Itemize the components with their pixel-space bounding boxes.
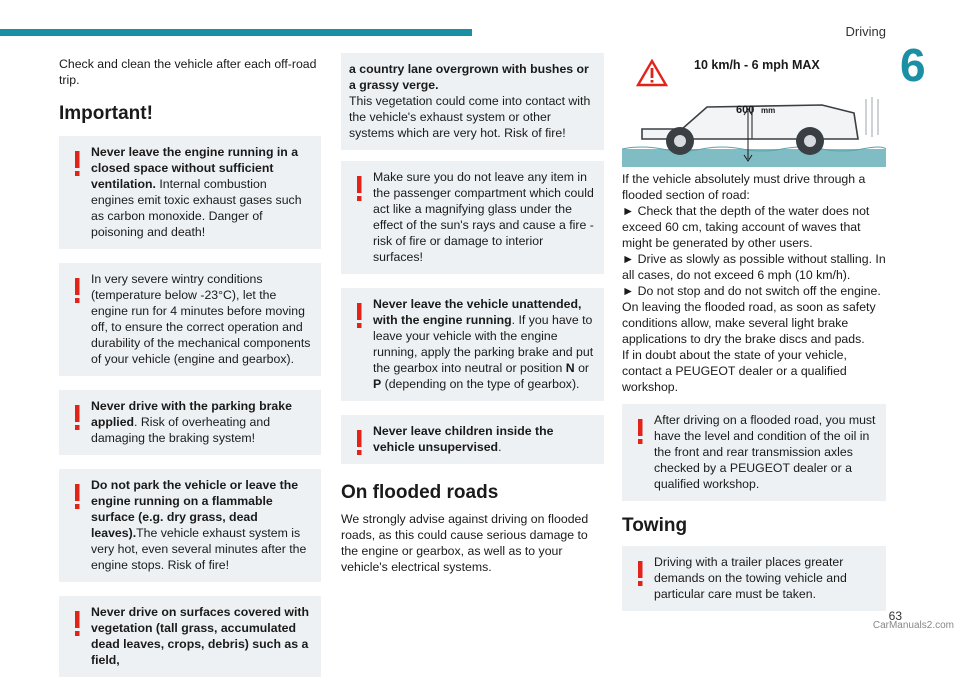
warning-bold: Never drive with the parking brake applied <box>91 399 292 429</box>
warning-bold: Never leave the engine running in a closed space without sufficient ventilation. <box>91 145 299 191</box>
warning-box-flammable <box>59 469 321 582</box>
warning-box-towing <box>622 546 886 611</box>
towing-heading: Towing <box>622 515 688 536</box>
warning-text: . Risk of overheating and damaging the braking system! <box>91 415 271 445</box>
warning-text: . If you have to leave your vehicle with the engine running, apply the parking brake and put the gearbox into neutral or position <box>373 313 594 375</box>
warning-text: The vehicle exhaust system is very hot, even several minutes after the engine stops. Risk of fire! <box>91 526 307 572</box>
flood-instruction-5: On leaving the flooded road, as soon as safety conditions allow, make several light brake applications to dry the brake discs and pads. <box>622 300 876 346</box>
warning-exclamation-icon <box>633 419 647 445</box>
warning-box-ventilation <box>59 136 321 249</box>
warning-exclamation-icon <box>633 561 647 587</box>
warning-exclamation-icon <box>70 151 84 177</box>
warning-box-children <box>341 415 604 464</box>
warning-text: After driving on a flooded road, you must have the level and condition of the oil in the front and rear transmission axles checked by a PEUGEOT dealer or a qualified workshop. <box>654 413 876 491</box>
warning-box-winter <box>59 263 321 376</box>
warning-exclamation-icon <box>352 303 366 329</box>
section-title: Driving <box>845 24 886 39</box>
warning-box-vegetation-continued <box>341 53 604 150</box>
warning-box-parking-brake <box>59 390 321 455</box>
intro-text: Check and clean the vehicle after each off-road trip. <box>59 57 317 87</box>
warning-exclamation-icon <box>70 484 84 510</box>
warning-text: (depending on the type of gearbox). <box>381 377 580 391</box>
warning-exclamation-icon <box>70 278 84 304</box>
gear-position-n: N <box>565 361 575 375</box>
warning-text: This vegetation could come into contact with the vehicle's exhaust system or other systems which are very hot. Risk of fire! <box>349 94 591 140</box>
flood-instruction-1: If the vehicle absolutely must drive through a flooded section of road: <box>622 172 866 202</box>
page-number: 63 <box>888 609 902 623</box>
warning-text-or: or <box>574 361 590 375</box>
progress-bar <box>0 29 472 36</box>
warning-text: . <box>498 440 502 454</box>
column-2 <box>341 53 604 575</box>
flood-instruction-6: If in doubt about the state of your vehicle, contact a PEUGEOT dealer or a qualified workshop. <box>622 348 847 394</box>
warning-bold: Never leave the vehicle unattended, with the engine running <box>373 297 582 327</box>
water-surface <box>622 149 886 167</box>
warning-text: In very severe wintry conditions (temperature below -23°C), let the engine run for 4 minutes before moving off, to ensure the correct operation and durability of the mechanical components of your vehicle (engine and gearbox). <box>91 272 311 366</box>
warning-text: Internal combustion engines emit toxic exhaust gases such as carbon monoxide. Danger of poisoning and death! <box>91 177 302 239</box>
column-3 <box>622 171 886 620</box>
warning-text: Make sure you do not leave any item in the passenger compartment which could act like a magnifying glass under the effect of the sun's rays and cause a fire - risk of fire or damage to interior surfaces! <box>373 170 594 264</box>
watermark: CarManuals2.com <box>872 620 954 631</box>
column-1 <box>59 56 321 686</box>
flood-instruction-4: ► Do not stop and do not switch off the engine. <box>622 284 881 298</box>
warning-box-axle-oil <box>622 404 886 501</box>
depth-unit: mm <box>761 106 776 115</box>
flooded-roads-heading: On flooded roads <box>341 482 499 503</box>
warning-bold: Never leave children inside the vehicle unsupervised <box>373 424 554 454</box>
flood-instruction-2: ► Check that the depth of the water does not exceed 60 cm, taking account of waves that might be generated by other users. <box>622 204 870 250</box>
warning-box-unattended <box>341 288 604 401</box>
flood-illustration <box>622 47 886 167</box>
warning-exclamation-icon <box>70 405 84 431</box>
warning-exclamation-icon <box>70 611 84 637</box>
warning-exclamation-icon <box>352 176 366 202</box>
warning-box-vegetation <box>59 596 321 677</box>
warning-bold: Do not park the vehicle or leave the engine running on a flammable surface (e.g. dry grass, dead leaves). <box>91 478 299 540</box>
flooded-roads-body: We strongly advise against driving on flooded roads, as this could cause serious damage to the engine or gearbox, as well as to your vehicle's electrical systems. <box>341 512 589 574</box>
warning-text: Driving with a trailer places greater demands on the towing vehicle and particular care must be taken. <box>654 555 847 601</box>
depth-value: 600 <box>736 104 755 116</box>
gear-position-p: P <box>373 377 382 391</box>
warning-exclamation-icon <box>352 430 366 456</box>
warning-bold: a country lane overgrown with bushes or a grassy verge. <box>349 62 589 92</box>
warning-bold: Never drive on surfaces covered with vegetation (tall grass, accumulated dead leaves, crops, debris) such as a field, <box>91 605 310 667</box>
chapter-number: 6 <box>900 39 926 91</box>
flood-instruction-3: ► Drive as slowly as possible without stalling. In all cases, do not exceed 6 mph (10 km/h). <box>622 252 886 282</box>
speed-limit-label: 10 km/h - 6 mph MAX <box>694 58 820 72</box>
warning-box-magnifying <box>341 161 604 274</box>
important-heading: Important! <box>59 103 153 124</box>
